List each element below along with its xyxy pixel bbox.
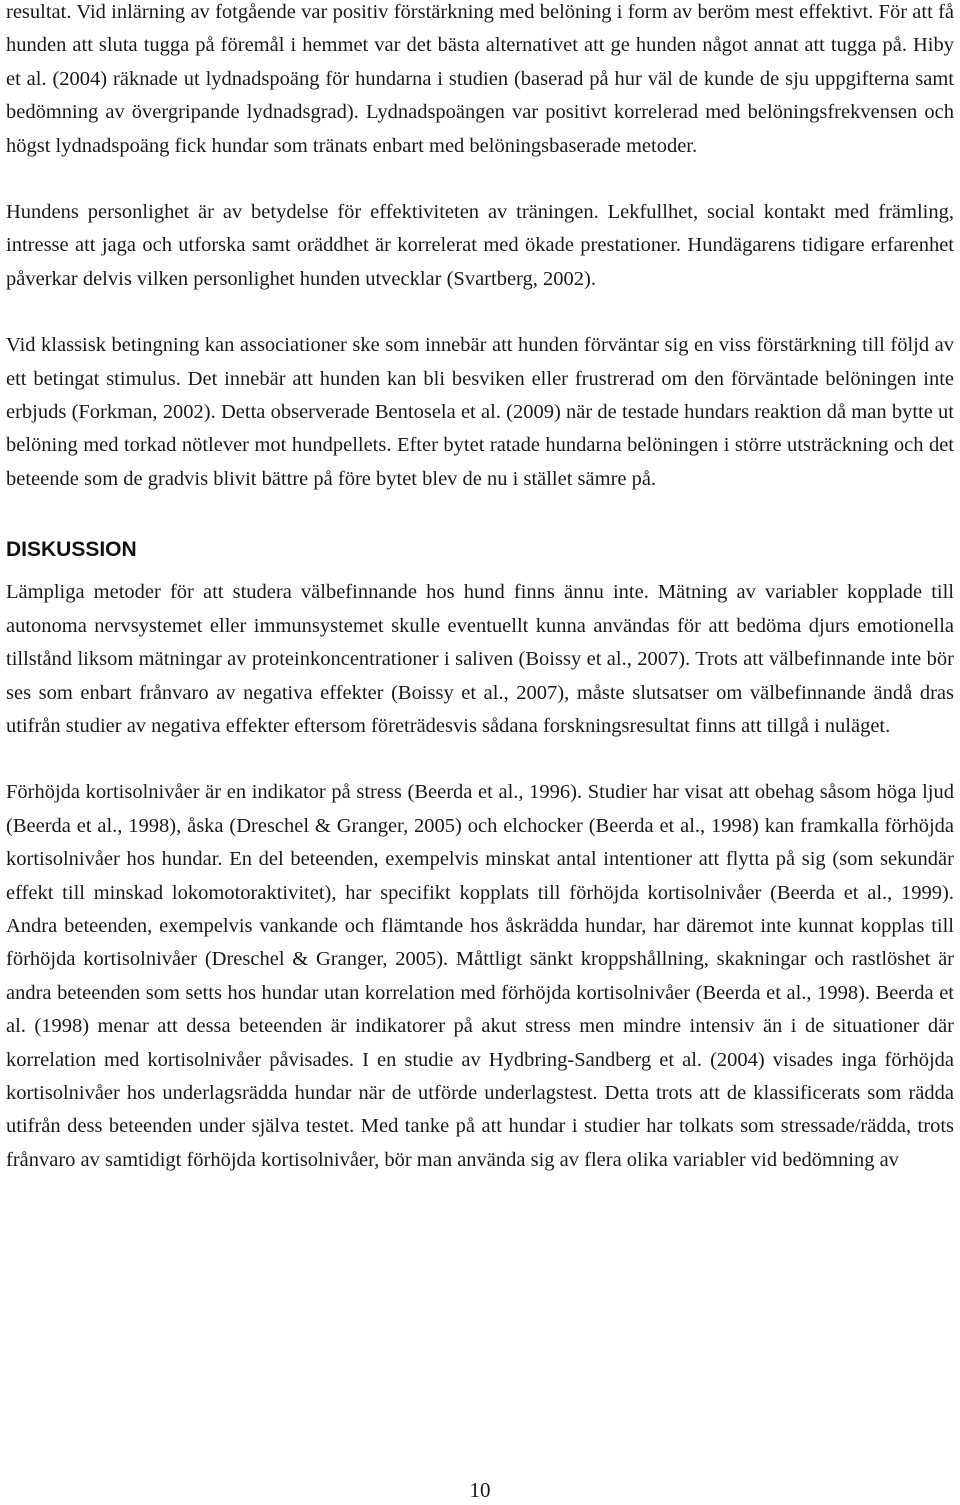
paragraph-classical-conditioning: Vid klassisk betingning kan associationer ske som innebär att hunden förväntar sig en viss förstärkning till följd av ett betingat stimulus. Det innebär att hunden kan bli besviken eller frustrerad om den förväntade belöningen inte erbjuds (Forkman, 2002). Detta observerade Bentosela et al. (2009) när de testade hundars reaktion då man bytte ut belöning med torkad nötlever mot hundpellets. Efter bytet ratade hundarna belöningen i större utsträckning och det beteende som de gradvis blivit bättre på före bytet blev de nu i stället sämre på. [6, 334, 954, 490]
paragraph-cortisol: Förhöjda kortisolnivåer är en indikator på stress (Beerda et al., 1996). Studier har visat att obehag såsom höga ljud (Beerda et al., 1998), åska (Dreschel & Granger, 2005) och elchocker (Beerda et al., 1998) kan framkalla förhöjda kortisolnivåer hos hundar. En del beteenden, exempelvis minskat antal intentioner att flytta på sig (som sekundär effekt till minskad lokomotoraktivitet), har specifikt kopplats till förhöjda kortisolnivåer (Beerda et al., 1999). Andra beteenden, exempelvis vankande och flämtande hos åskrädda hundar, har däremot inte kunnat kopplas till förhöjda kortisolnivåer (Dreschel & Granger, 2005). Måttligt sänkt kroppshållning, skakningar och rastlöshet är andra beteenden som setts hos hundar utan korrelation med förhöjda kortisolnivåer (Beerda et al., 1998). Beerda et al. (1998) menar att dessa beteenden är indikatorer på akut stress men mindre intensiv än i de situationer där korrelation med kortisolnivåer påvisades. I en studie av Hydbring-Sandberg et al. (2004) visades inga förhöjda kortisolnivåer hos underlagsrädda hundar när de utförde underlagstest. Detta trots att de klassificerats som rädda utifrån dess beteenden under själva testet. Med tanke på att hundar i studier har tolkats som stressade/rädda, trots frånvaro av samtidigt förhöjda kortisolnivåer, bör man använda sig av flera olika variabler vid bedömning av [6, 781, 954, 1171]
document-page [6, 0, 954, 1177]
paragraph-personality: Hundens personlighet är av betydelse för effektiviteten av träningen. Lekfullhet, social kontakt med främling, intresse att jaga och utforska samt oräddhet är korrelerat med ökade prestationer. Hundägarens tidigare erfarenhet påverkar delvis vilken personlighet hunden utvecklar (Svartberg, 2002). [6, 201, 954, 290]
paragraph-welfare-methods: Lämpliga metoder för att studera välbefinnande hos hund finns ännu inte. Mätning av variabler kopplade till autonoma nervsystemet eller immunsystemet skulle eventuellt kunna användas för att bedöma djurs emotionella tillstånd liksom mätningar av proteinkoncentrationer i saliven (Boissy et al., 2007). Trots att välbefinnande inte bör ses som enbart frånvaro av negativa effekter (Boissy et al., 2007), måste slutsatser om välbefinnande ändå dras utifrån studier av negativa effekter eftersom företrädesvis sådana forskningsresultat finns att tillgå i nuläget. [6, 581, 954, 737]
section-heading: DISKUSSION [6, 538, 137, 562]
page-number: 10 [469, 1478, 491, 1502]
paragraph-results-continued: resultat. Vid inlärning av fotgående var positiv förstärkning med belöning i form av beröm mest effektivt. För att få hunden att sluta tugga på föremål i hemmet var det bästa alternativet att ge hunden något annat att tugga på. Hiby et al. (2004) räknade ut lydnadspoäng för hundarna i studien (baserad på hur väl de kunde de sju uppgifterna samt bedömning av övergripande lydnadsgrad). Lydnadspoängen var positivt korrelerad med belöningsfrekvensen och högst lydnadspoäng fick hundar som tränats enbart med belöningsbaserade metoder. [6, 1, 954, 157]
